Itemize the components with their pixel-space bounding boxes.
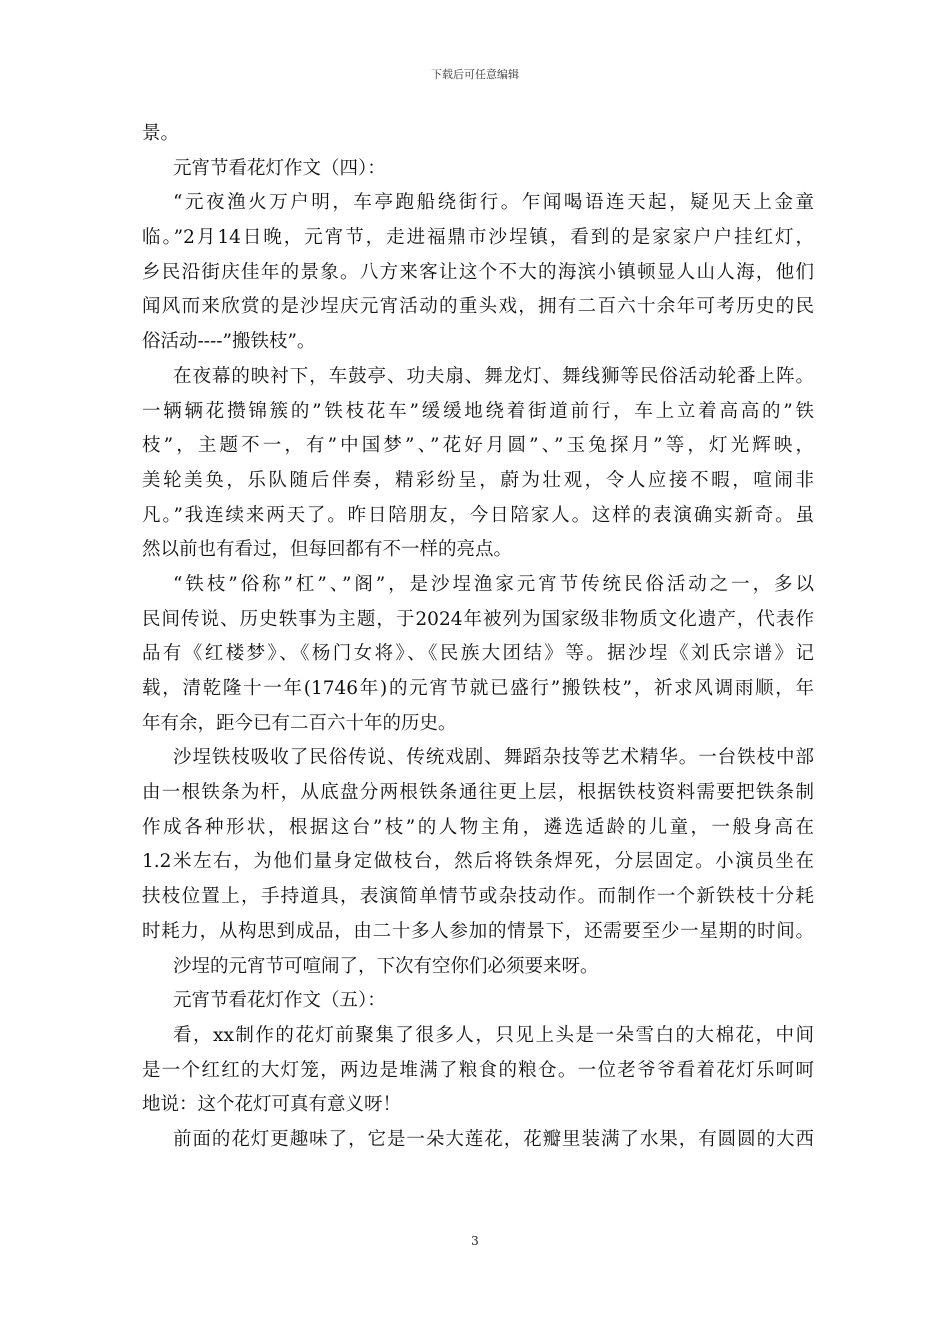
- text-line: 地说：这个花灯可真有意义呀！: [142, 1094, 402, 1116]
- text-line: 然以前也有看过，但每回都有不一样的亮点。: [142, 539, 513, 561]
- text-line: 载，清乾隆十一年(1746年)的元宵节就已盛行”搬铁枝”，祈求风调雨顺，年: [142, 678, 814, 699]
- text-line: 民间传说、历史轶事为主题，于2024年被列为国家级非物质文化遗产，代表作: [142, 608, 814, 630]
- text-line: 沙埕铁枝吸收了民俗传说、传统戏剧、舞蹈杂技等艺术精华。一台铁枝中部: [173, 747, 814, 769]
- text-line: 时耗力，从构思到成品，由二十多人参加的情景下，还需要至少一星期的时间。: [142, 920, 814, 942]
- text-line: 品有《红楼梦》、《杨门女将》、《民族大团结》等。据沙埕《刘氏宗谱》记: [142, 643, 814, 665]
- text-line: 看，xx制作的花灯前聚集了很多人，只见上头是一朵雪白的大棉花，中间: [173, 1024, 814, 1046]
- text-line: 一辆辆花攒锦簇的”铁枝花车”缓缓地绕着街道前行，车上立着高高的”铁: [142, 400, 814, 422]
- text-line: 在夜幕的映衬下，车鼓亭、功夫扇、舞龙灯、舞线狮等民俗活动轮番上阵。: [173, 365, 814, 387]
- text-line: 扶枝位置上，手持道具，表演简单情节或杂技动作。而制作一个新铁枝十分耗: [142, 886, 814, 908]
- text-line: 由一根铁条为杆，从底盘分两根铁条通往更上层，根据铁枝资料需要把铁条制: [142, 782, 814, 804]
- text-line: “铁枝”俗称”杠”、”阁”，是沙埕渔家元宵节传统民俗活动之一，多以: [173, 573, 814, 595]
- section-heading: 元宵节看花灯作文（五）：: [173, 990, 386, 1012]
- text-line: 年有余，距今已有二百六十年的历史。: [142, 712, 457, 734]
- text-line: 1.2米左右，为他们量身定做枝台，然后将铁条焊死，分层固定。小演员坐在: [142, 851, 814, 873]
- page-number: 3: [471, 1234, 479, 1248]
- text-line: 俗活动----”搬铁枝”。: [142, 331, 316, 353]
- text-line: 闻风而来欣赏的是沙埕庆元宵活动的重头戏，拥有二百六十余年可考历史的民: [142, 296, 814, 318]
- text-line: 枝”，主题不一，有”中国梦”、”花好月圆”、”玉兔探月”等，灯光辉映，: [142, 435, 814, 457]
- text-line: “元夜渔火万户明，车亭跑船绕街行。乍闻喝语连天起，疑见天上金童: [173, 192, 814, 214]
- text-line: 沙埕的元宵节可喧闹了，下次有空你们必须要来呀。: [173, 955, 599, 977]
- text-line: 景。: [142, 123, 180, 144]
- page-header: 下载后可任意编辑: [431, 68, 519, 81]
- document-body: [142, 117, 814, 1158]
- text-line: 是一个红红的大灯笼，两边是堆满了粮食的粮仓。一位老爷爷看着花灯乐呵呵: [142, 1059, 814, 1081]
- text-line: 作成各种形状，根据这台”枝”的人物主角，遴选适龄的儿童，一般身高在: [142, 816, 814, 838]
- text-line: 临。”2月14日晚，元宵节，走进福鼎市沙埕镇，看到的是家家户户挂红灯，: [142, 227, 814, 249]
- text-line: 前面的花灯更趣味了，它是一朵大莲花，花瓣里装满了水果，有圆圆的大西: [173, 1128, 814, 1150]
- text-line: 乡民沿街庆佳年的景象。八方来客让这个不大的海滨小镇顿显人山人海，他们: [142, 261, 814, 283]
- text-line: 凡。”我连续来两天了。昨日陪朋友，今日陪家人。这样的表演确实新奇。虽: [142, 504, 814, 526]
- section-heading: 元宵节看花灯作文（四）：: [173, 157, 386, 179]
- text-line: 美轮美奂，乐队随后伴奏，精彩纷呈，蔚为壮观，令人应接不暇，喧闹非: [142, 469, 814, 491]
